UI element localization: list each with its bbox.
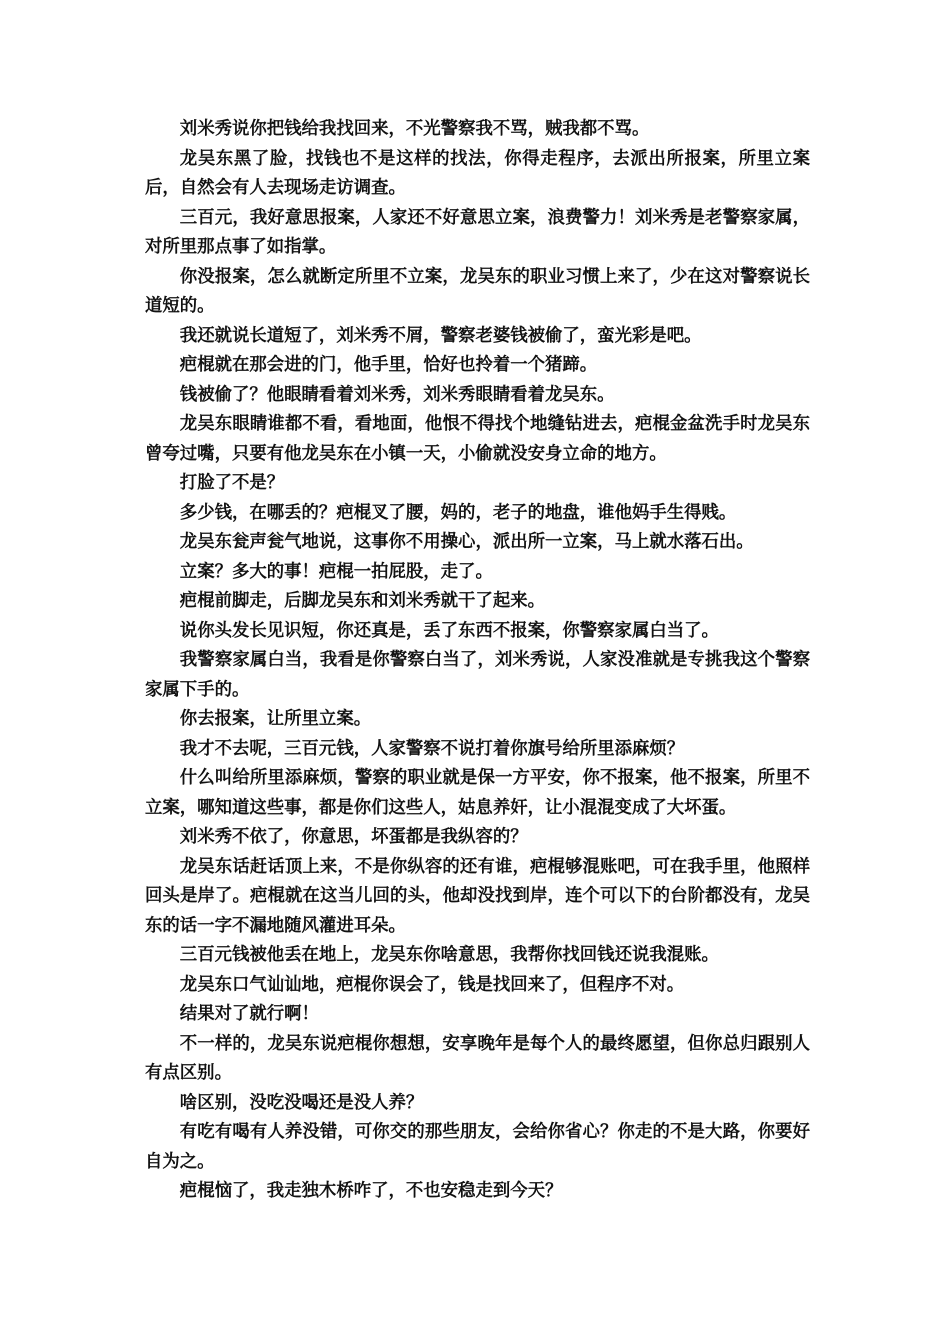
- paragraph: 我警察家属白当，我看是你警察白当了，刘米秀说，人家没准就是专挑我这个警察家属下手的。: [145, 650, 810, 700]
- paragraph: 疤棍就在那会进的门，他手里，恰好也拎着一个猪蹄。: [179, 355, 598, 375]
- paragraph: 结果对了就行啊！: [179, 1004, 319, 1024]
- paragraph: 三百元，我好意思报案，人家还不好意思立案，浪费警力！刘米秀是老警察家属，对所里那点事了如指掌。: [145, 207, 810, 257]
- paragraph: 龙吴东瓮声瓮气地说，这事你不用操心，派出所一立案，马上就水落石出。: [179, 532, 754, 552]
- paragraph: 我才不去呢，三百元钱，人家警察不说打着你旗号给所里添麻烦？: [179, 738, 685, 759]
- paragraph: 你去报案，让所里立案。: [179, 709, 372, 729]
- paragraph: 龙吴东话赶话顶上来，不是你纵容的还有谁，疤棍够混账吧，可在我手里，他照样回头是岸了。疤棍就在这当儿回的头，他却没找到岸，连个可以下的台阶都没有，龙吴东的话一字不漏地随风灌进耳朵。: [145, 856, 810, 936]
- paragraph: 刘米秀说你把钱给我找回来，不光警察我不骂，贼我都不骂。: [179, 119, 650, 139]
- paragraph: 疤棍前脚走，后脚龙吴东和刘米秀就干了起来。: [179, 591, 546, 611]
- paragraph: 多少钱，在哪丢的？疤棍叉了腰，妈的，老子的地盘，谁他妈手生得贱。: [179, 502, 737, 523]
- paragraph: 龙吴东黑了脸，找钱也不是这样的找法，你得走程序，去派出所报案，所里立案后，自然会有人去现场走访调查。: [145, 148, 810, 198]
- paragraph: 不一样的，龙吴东说疤棍你想想，安享晚年是每个人的最终愿望，但你总归跟别人有点区别。: [145, 1033, 810, 1083]
- paragraph: 三百元钱被他丢在地上，龙吴东你啥意思，我帮你找回钱还说我混账。: [179, 945, 719, 965]
- paragraph: 疤棍恼了，我走独木桥咋了，不也安稳走到今天？: [179, 1181, 563, 1201]
- paragraph: 钱被偷了？他眼睛看着刘米秀，刘米秀眼睛看着龙吴东。: [179, 384, 615, 405]
- paragraph: 龙吴东口气讪讪地，疤棍你误会了，钱是找回来了，但程序不对。: [179, 974, 685, 995]
- paragraph: 立案？多大的事！疤棍一拍屁股，走了。: [179, 561, 493, 582]
- paragraph: 什么叫给所里添麻烦，警察的职业就是保一方平安，你不报案，他不报案，所里不立案，哪知道这些事，都是你们这些人，姑息养奸，让小混混变成了大坏蛋。: [145, 768, 810, 818]
- paragraph: 你没报案，怎么就断定所里不立案，龙吴东的职业习惯上来了，少在这对警察说长道短的。: [145, 266, 810, 316]
- paragraph: 龙吴东眼睛谁都不看，看地面，他恨不得找个地缝钻进去，疤棍金盆洗手时龙吴东曾夸过嘴，只要有他龙吴东在小镇一天，小偷就没安身立命的地方。: [145, 414, 810, 464]
- paragraph: 刘米秀不依了，你意思，坏蛋都是我纵容的？: [179, 827, 528, 847]
- paragraph: 有吃有喝有人养没错，可你交的那些朋友，会给你省心？你走的不是大路，你要好自为之。: [145, 1122, 810, 1172]
- paragraph: 打脸了不是？: [179, 473, 285, 493]
- paragraph: 啥区别，没吃没喝还是没人养？: [179, 1092, 424, 1113]
- paragraph: 说你头发长见识短，你还真是，丢了东西不报案，你警察家属白当了。: [179, 620, 719, 641]
- paragraph: 我还就说长道短了，刘米秀不屑，警察老婆钱被偷了，蛮光彩是吧。: [179, 325, 702, 346]
